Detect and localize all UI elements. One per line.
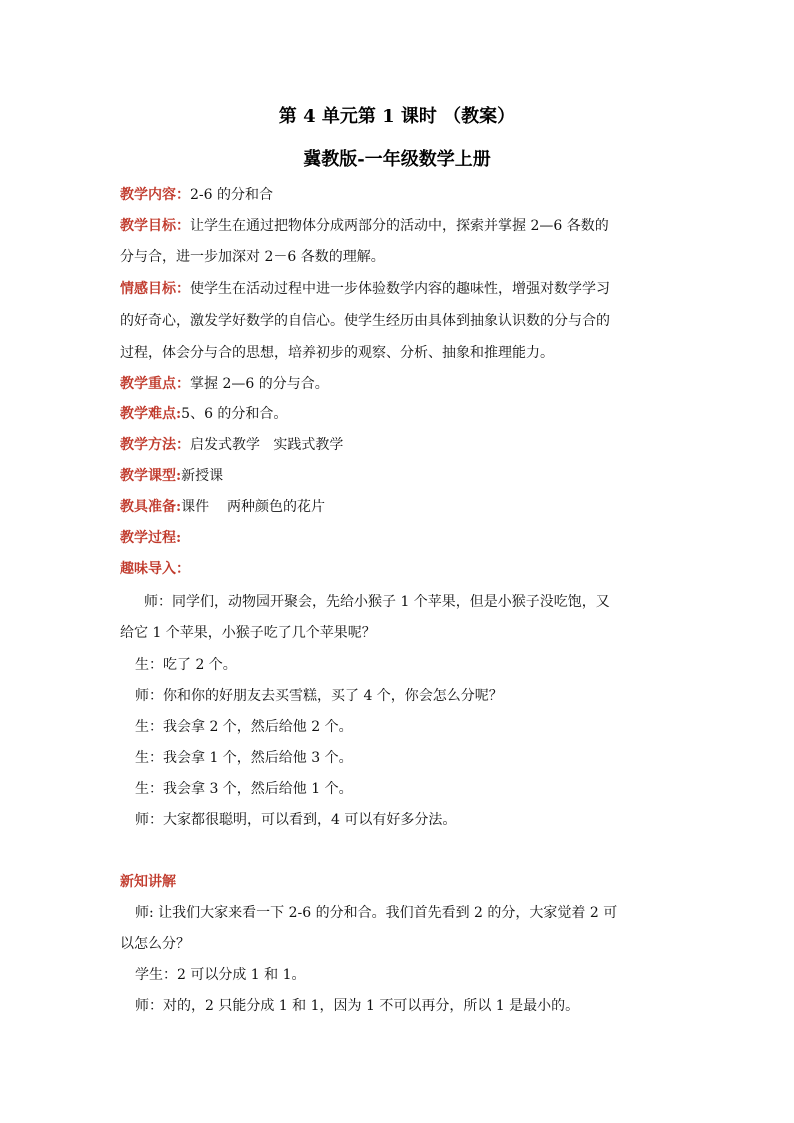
emotion-label: 情感目标： [120,281,190,297]
method-value: 启发式教学 实践式教学 [190,437,344,453]
type-value: 新授课 [181,468,224,484]
emotion-text-1: 使学生在活动过程中进一步体验数学内容的趣味性，增强对数学学习 [190,281,610,297]
content-row [120,185,680,205]
tools-label: 教具准备: [120,499,182,515]
emotion-row [120,279,680,299]
content-label: 教学内容： [120,187,190,203]
dialog-line: 以怎么分？ [120,936,190,952]
dialog-line: 师: 让我们大家来看一下 2-6 的分和合。我们首先看到 2 的分，大家觉着 2 可 [135,905,618,921]
key-row [120,374,680,394]
goal-label: 教学目标： [120,218,190,234]
tools-value: 课件 两种颜色的花片 [181,499,325,515]
difficult-row [120,404,680,424]
dialog-line: 生：吃了 2 个。 [135,657,237,673]
emotion-text-3: 过程，体会分与合的思想，培养初步的观察、分析、抽象和推理能力。 [120,345,554,361]
difficult-value: 5、6 的分和合。 [181,406,288,422]
goal-row [120,216,680,236]
key-value: 掌握 2—6 的分与合。 [190,376,329,392]
type-label: 教学课型: [120,468,182,484]
dialog-line: 师：你和你的好朋友去买雪糕，买了 4 个，你会怎么分呢？ [135,688,503,704]
dialog-line: 生：我会拿 2 个，然后给他 2 个。 [135,719,353,735]
dialog-line: 给它 1 个苹果，小猴子吃了几个苹果呢？ [120,625,376,641]
dialog-line: 学生：2 可以分成 1 和 1。 [135,967,306,983]
dialog-line: 生：我会拿 3 个，然后给他 1 个。 [135,781,353,797]
dialog-line: 生：我会拿 1 个，然后给他 3 个。 [135,750,353,766]
emotion-text-2: 的好奇心，激发学好数学的自信心。使学生经历由具体到抽象认识数的分与合的 [120,313,610,329]
intro-heading: 趣味导入： [120,561,190,577]
content-value: 2-6 的分和合 [190,187,273,203]
dialog-line: 师：大家都很聪明，可以看到，4 可以有好多分法。 [135,812,457,828]
process-heading: 教学过程: [120,530,182,546]
new-knowledge-heading: 新知讲解 [120,874,176,890]
type-row [120,466,680,486]
goal-text-1: 让学生在通过把物体分成两部分的活动中，探索并掌握 2—6 各数的 [190,218,609,234]
goal-text-2: 分与合，进一步加深对 2－6 各数的理解。 [120,249,385,265]
method-label: 教学方法： [120,437,190,453]
key-label: 教学重点： [120,376,190,392]
dialog-line: 师：同学们，动物园开聚会，先给小猴子 1 个苹果，但是小猴子没吃饱，又 [144,594,610,610]
page-title: 第 4 单元第 1 课时 （教案） [278,106,516,127]
dialog-line: 师：对的，2 只能分成 1 和 1，因为 1 不可以再分，所以 1 是最小的。 [135,998,580,1014]
tools-row [120,497,680,517]
difficult-label: 教学难点: [120,406,182,422]
page-subtitle: 冀教版-一年级数学上册 [303,149,491,170]
method-row [120,435,680,455]
